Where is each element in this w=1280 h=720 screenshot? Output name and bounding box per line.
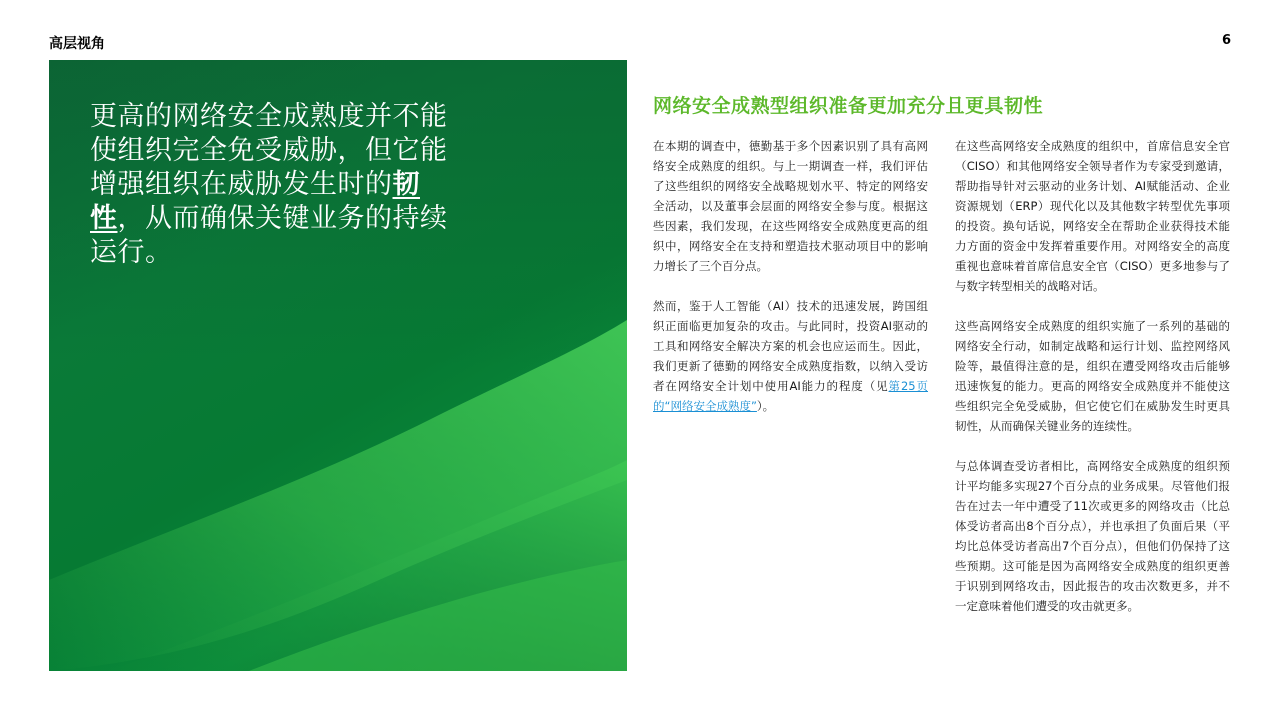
article-column-right xyxy=(955,136,1230,636)
hero-quote xyxy=(90,100,450,270)
section-label: 高层视角 xyxy=(49,36,105,52)
article-title: 网络安全成熟型组织准备更加充分且更具韧性 xyxy=(653,95,1044,117)
hero-quote-text-2: ，从而确保关键业务的持续运行。 xyxy=(90,203,448,268)
paragraph: 与总体调查受访者相比，高网络安全成熟度的组织预计平均能多实现27个百分点的业务成果。尽管他们报告在过去一年中遭受了11次或更多的网络攻击（比总体受访者高出8个百分点），并也承担了负面后果（平均比总体受访者高出7个百分点），但他们仍保持了这些预期。这可能是因为高网络安全成熟度的组织更善于识别到网络攻击，因此报告的攻击次数更多，并不一定意味着他们遭受的攻击就更多。 xyxy=(955,459,1230,613)
hero-panel xyxy=(49,60,627,671)
paragraph: 这些高网络安全成熟度的组织实施了一系列的基础的网络安全行动，如制定战略和运行计划、监控网络风险等，最值得注意的是，组织在遭受网络攻击后能够迅速恢复的能力。更高的网络安全成熟度并不能使这些组织完全免受威胁，但它使它们在威胁发生时更具韧性，从而确保关键业务的连续性。 xyxy=(955,319,1230,433)
article-column-left xyxy=(653,136,928,436)
cross-reference-link[interactable]: 第25页的“网络安全成熟度” xyxy=(653,379,928,413)
paragraph-text-end: ）。 xyxy=(756,399,775,413)
paragraph xyxy=(653,296,928,416)
paragraph-text: 然而，鉴于人工智能（AI）技术的迅速发展，跨国组织正面临更加复杂的攻击。与此同时，投资AI驱动的工具和网络安全解决方案的机会也应运而生。因此，我们更新了德勤的网络安全成熟度指数，以纳入受访者在网络安全计划中使用AI能力的程度（见 xyxy=(653,299,928,393)
paragraph: 在本期的调查中，德勤基于多个因素识别了具有高网络安全成熟度的组织。与上一期调查一样，我们评估了这些组织的网络安全战略规划水平、特定的网络安全活动，以及董事会层面的网络安全参与度。根据这些因素，我们发现，在这些网络安全成熟度更高的组织中，网络安全在支持和塑造技术驱动项目中的影响力增长了三个百分点。 xyxy=(653,139,928,273)
hero-quote-emphasis: 韧性 xyxy=(90,169,420,234)
hero-quote-text-1: 更高的网络安全成熟度并不能使组织完全免受威胁，但它能增强组织在威胁发生时的 xyxy=(90,101,448,200)
page-number: 6 xyxy=(1221,33,1231,48)
paragraph: 在这些高网络安全成熟度的组织中，首席信息安全官（CISO）和其他网络安全领导者作为专家受到邀请，帮助指导针对云驱动的业务计划、AI赋能活动、企业资源规划（ERP）现代化以及其他数字转型优先事项的投资。换句话说，网络安全在帮助企业获得技术能力方面的资金中发挥着重要作用。对网络安全的高度重视也意味着首席信息安全官（CISO）更多地参与了与数字转型相关的战略对话。 xyxy=(955,139,1230,293)
